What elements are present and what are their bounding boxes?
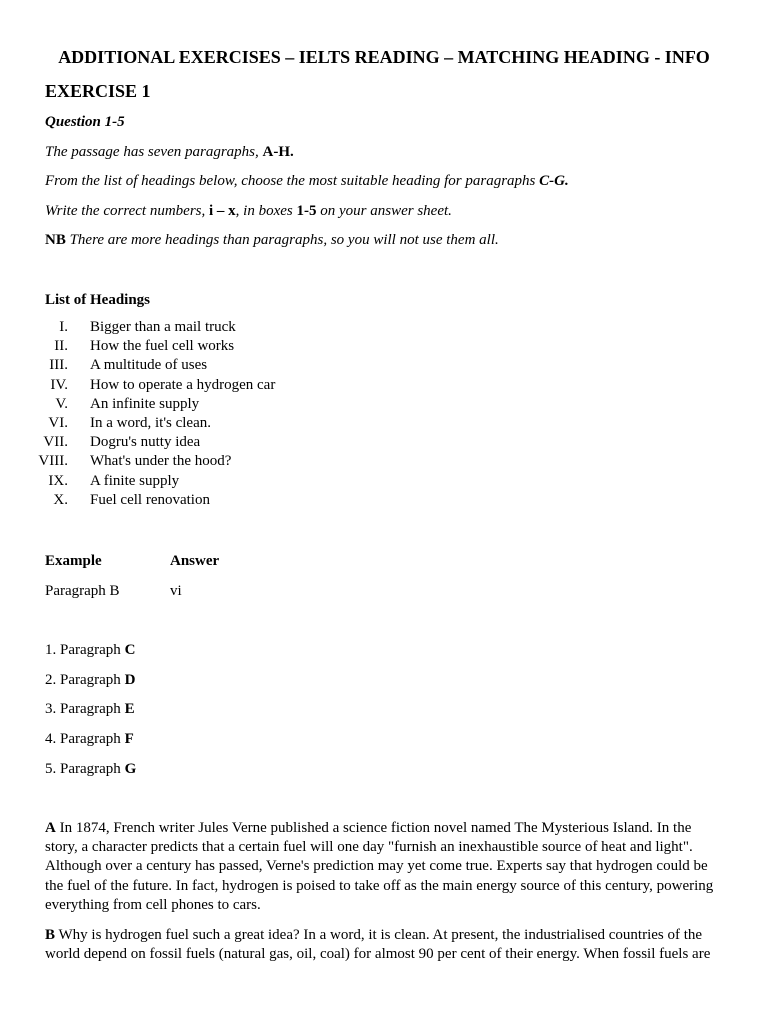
exercise-title: EXERCISE 1 [45, 81, 151, 101]
question-prefix: 2. Paragraph [45, 672, 125, 688]
example-col-header: Example [45, 553, 102, 569]
heading-number: VII. [43, 434, 68, 451]
heading-item [0, 491, 400, 510]
example-value: Paragraph B [45, 583, 120, 599]
heading-item [0, 356, 400, 375]
heading-number: I. [59, 319, 68, 335]
heading-item [0, 376, 400, 395]
example-header [45, 552, 102, 570]
question-prefix: 3. Paragraph [45, 701, 125, 717]
heading-text: Dogru's nutty idea [90, 434, 201, 451]
question-letter: E [124, 701, 135, 717]
headings-list [0, 318, 400, 510]
instruction-line-1 [45, 143, 294, 161]
paragraph-text: In 1874, French writer Jules Verne published a science fiction novel named The Mysterious Island. In the story, a character predicts that a certain fuel will one day "furnish an inexhaustible source of heat and light". Although over a century has passed, Verne's prediction may yet come true. Experts say that hydrogen could be the fuel of the future. In fact, hydrogen is poised to take off as the main energy source of this century, powering everything from cell phones to cars. [45, 820, 714, 913]
question-item [45, 700, 135, 718]
heading-number: IV. [50, 376, 68, 393]
question-item [45, 641, 135, 659]
nb-text: There are more headings than paragraphs, so you will not use them all. [65, 232, 499, 248]
document-title: ADDITIONAL EXERCISES – IELTS READING – MATCHING HEADING - INFO [58, 47, 710, 67]
heading-number: IX. [48, 472, 68, 489]
heading-number: VIII. [38, 453, 68, 470]
instruction-text: Write the correct numbers, [45, 203, 209, 219]
nb-label: NB [45, 232, 66, 248]
instruction-text: on your answer sheet. [316, 203, 452, 219]
heading-item [0, 414, 400, 433]
paragraph-text: Why is hydrogen fuel such a great idea? In a word, it is clean. At present, the industrialised countries of the world depend on fossil fuels (natural gas, oil, coal) for almost 90 per cent of their energy. When fossil fuels are [45, 927, 711, 963]
heading-text: An infinite supply [90, 395, 200, 412]
instruction-text: The passage has seven paragraphs, [45, 144, 263, 160]
question-letter: F [124, 731, 134, 747]
paragraph-letter: B [45, 927, 56, 943]
instruction-bold: A-H. [262, 144, 294, 160]
heading-text: How the fuel cell works [90, 338, 235, 355]
heading-text: Fuel cell renovation [90, 491, 210, 508]
instruction-nb [45, 231, 499, 249]
instruction-line-2 [45, 172, 569, 190]
heading-text: How to operate a hydrogen car [90, 376, 276, 393]
heading-item [0, 395, 400, 414]
paragraph-letter: A [45, 820, 56, 836]
heading-item [0, 433, 400, 452]
instruction-bold: 1-5 [296, 203, 317, 219]
heading-item [0, 318, 400, 337]
question-item [45, 671, 135, 689]
heading-number: II. [54, 338, 68, 355]
heading-number: III. [49, 357, 68, 374]
heading-text: In a word, it's clean. [90, 414, 211, 431]
answer-value: vi [170, 583, 182, 599]
question-prefix: 1. Paragraph [45, 642, 125, 658]
answer-header [170, 552, 219, 570]
headings-title: List of Headings [45, 292, 151, 308]
heading-text: Bigger than a mail truck [90, 319, 236, 335]
heading-number: X. [53, 491, 68, 508]
instruction-bold: i – x [209, 203, 236, 219]
heading-number: VI. [48, 414, 68, 431]
heading-number: V. [55, 395, 68, 412]
paragraph-a [45, 819, 725, 915]
answer-col-header: Answer [170, 553, 220, 569]
question-label: Question 1-5 [45, 114, 125, 130]
question-letter: C [124, 642, 136, 658]
heading-text: A multitude of uses [90, 357, 208, 374]
question-item [45, 760, 136, 778]
instruction-line-3 [45, 202, 452, 220]
instruction-text: From the list of headings below, choose the most suitable heading for paragraphs [45, 173, 540, 189]
heading-text: What's under the hood? [90, 453, 232, 470]
heading-item [0, 472, 400, 491]
paragraph-b [45, 926, 725, 964]
heading-text: A finite supply [90, 472, 180, 489]
question-prefix: 4. Paragraph [45, 731, 125, 747]
question-prefix: 5. Paragraph [45, 761, 125, 777]
question-letter: D [124, 672, 136, 688]
question-item [45, 730, 134, 748]
instruction-text: , in boxes [235, 203, 297, 219]
heading-item [0, 337, 400, 356]
heading-item [0, 452, 400, 471]
instruction-bold: C-G. [539, 173, 569, 189]
question-letter: G [124, 761, 137, 777]
